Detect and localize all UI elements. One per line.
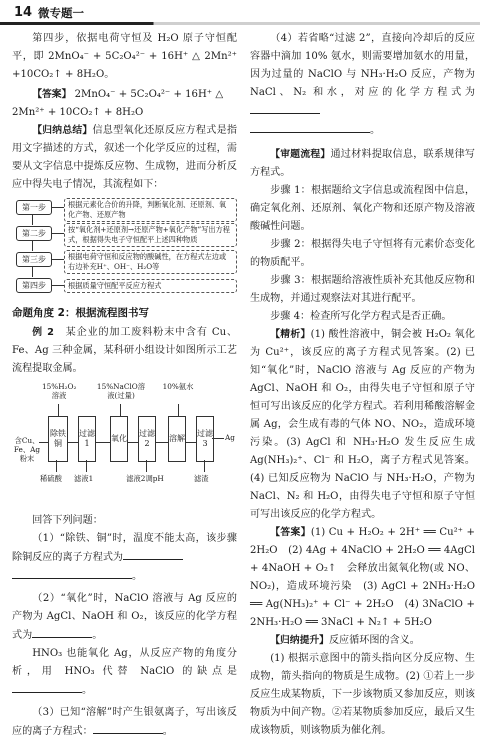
output-line: [212, 438, 224, 439]
page-title: 微专题一: [38, 6, 84, 20]
question-intro: 回答下列问题：: [32, 515, 103, 526]
question-4: （4）若省略“过滤 2”，直接向冷却后的反应容器中滴加 10% 氨水，则需要增加氨水的用量，因为过量的 NaClO 与 NH₃·H₂O 反应，产物为 NaCl、N₂ 和水，对应的化学方程式为: [250, 30, 475, 121]
answer-line-4: 。: [250, 121, 475, 140]
summary-tip: 【归纳提升】反应循环图的含义。: [270, 635, 420, 646]
question-2a: （2）“氧化”时，NaClO 溶液与 Ag 反应的产物为 AgCl、NaOH 和 O₂，该反应的化学方程式为 。: [12, 593, 237, 641]
feed-line: [178, 404, 179, 416]
review-flow: 【审题流程】通过材料提取信息，联系规律写方程式。: [250, 149, 476, 178]
summary-flowchart: [12, 198, 237, 298]
box-dissolve: 溶解: [168, 416, 186, 462]
bottom-acid: 稀硫酸: [40, 474, 62, 483]
example-2: 例 2 某企业的加工废料粉末中含有 Cu、Fe、Ag 三种金属，某科研小组设计如图所示工艺流程提取金属。: [12, 327, 237, 374]
answer-2: 【答案】(1) Cu + H₂O₂ + 2H⁺ ══ Cu²⁺ + 2H₂O (2) 4Ag + 4NaClO + 2H₂O ══ 4AgCl + 4NaOH + O₂↑ 会释放出氮氧化物(或 NO、NO₂)，造成环境污染 (3) AgCl + 2NH₃·H₂O ══ Ag(NH₃)₂⁺ + Cl⁻ + 2H₂O (4) 3NaClO + 2NH₃·H₂O ══ 3NaCl + N₂↑ + 5H₂O: [250, 527, 475, 628]
answer-1-cont: 2Mn²⁺ + 10CO₂↑ + 8H₂O: [12, 107, 144, 118]
flow-desc-4: 根据质量守恒配平反应方程式: [64, 279, 237, 293]
box-oxidize: 氧化: [110, 416, 128, 462]
flow-step-2: 第二步: [16, 226, 52, 241]
box-filter-2: 过滤2: [138, 416, 156, 462]
analysis: 【精析】(1) 酸性溶液中，铜会被 H₂O₂ 氧化为 Cu²⁺，该反应的离子方程式见答案。(2) 已知“氧化”时，NaClO 溶液与 Ag 反应的产物为 AgCl、NaOH 和 O₂，由得失电子守恒和原子守恒可写出该反应的化学方程式。若利用稀酸溶解金属 Ag，会生成有毒的气体 NO、NO₂，造成环境污染。(3) AgCl 和 NH₃·H₂O 发生反应生成 Ag(NH₃)₂⁺、Cl⁻ 和 H₂O，离子方程式见答案。(4) 已知反应物为 NaClO 与 NH₃·H₂O，产物为 NaCl、N₂ 和 H₂O，由得失电子守恒和原子守恒可写出该反应的化学方程式。: [250, 329, 476, 520]
flow-desc-3: 根据电荷守恒和反应物的酸碱性，在方程式左边或右边补充H⁺、OH⁻、H₂O等: [64, 250, 237, 274]
flow-step-1: 第一步: [16, 200, 52, 215]
box-filter-1: 过滤1: [78, 416, 96, 462]
question-1: （1）“除铁、铜”时，温度不能太高，该步骤除铜反应的离子方程式为: [12, 533, 237, 563]
review-step-2: 步骤 2：根据得失电子守恒将有元素价态变化的物质配平。: [250, 239, 475, 268]
answer-1: 【答案】 2MnO₄⁻ + 5C₂O₄²⁻ + 16H⁺ △: [32, 89, 224, 100]
summary-tip-body: (1) 根据示意图中的箭头指向区分反应物、生成物，箭头指向的物质是生成物。(2) ①若上一步反应生成某物质，下一步该物质又参加反应，则该物质为中间产物。②若某物质参加反应，最后又生成该物质，则该物质为催化剂。: [250, 653, 475, 736]
step4-text: 第四步，依据电荷守恒及 H₂O 原子守恒配平，即 2MnO₄⁻ + 5C₂O₄²⁻ + 16H⁺ △ 2Mn²⁺ +10CO₂↑ + 8H₂O。: [12, 33, 237, 80]
reagent-1: 15%H₂O₂溶液: [42, 382, 77, 400]
process-diagram: [12, 380, 237, 508]
page-header: [0, 0, 480, 26]
bottom-filtrate-1: 滤液1: [74, 474, 94, 483]
drain-line: [86, 460, 87, 472]
flow-desc-2: 按“氧化剂+还原剂→还原产物+氧化产物”写出方程式，根据得失电子守恒配平上述四种物质: [64, 223, 237, 247]
summary: 【归纳总结】信息型氧化还原反应方程式是指用文字描述的方式，叙述一个化学反应的过程，需要从文字信息中提炼反应物、生成物，进而分析反应中得失电子情况，其流程如下：: [12, 125, 238, 190]
reagent-3: 10%氨水: [162, 382, 194, 391]
drain-line: [146, 460, 147, 472]
bottom-filtrate-2: 滤液2调pH: [126, 474, 164, 483]
drain-line: [204, 460, 205, 472]
review-step-3: 步骤 3：根据题给溶液性质补充其他反应物和生成物，并通过观察法对其进行配平。: [250, 275, 475, 304]
review-step-4: 步骤 4：检查所写化学方程式是否正确。: [270, 311, 452, 322]
feed-line: [58, 404, 59, 416]
bottom-residue: 滤渣: [194, 474, 209, 483]
flow-connector: [52, 233, 64, 234]
box-remove-fe-cu: 除铁铜: [48, 416, 68, 462]
flow-connector: [52, 259, 64, 260]
flow-step-3: 第三步: [16, 252, 52, 267]
flow-step-4: 第四步: [16, 278, 52, 293]
flow-connector: [52, 285, 64, 286]
left-column: [12, 30, 237, 741]
question-2b: HNO₃ 也能氧化 Ag，从反应产物的角度分析，用 HNO₃ 代替 NaClO 的缺点是。: [12, 648, 237, 696]
answer-line-1: 。: [12, 567, 237, 586]
right-column: [250, 30, 475, 740]
feed-line: [120, 404, 121, 416]
flow-connector: [52, 207, 64, 208]
flow-desc-1: 根据元素化合价的升降，判断氧化剂、还原剂、氧化产物、还原产物: [64, 198, 237, 222]
question-3: （3）已知“溶解”时产生银氨离子，写出该反应的离子方程式： 。: [12, 707, 237, 737]
review-step-1: 步骤 1：根据题给文字信息或流程图中信息，确定氧化剂、还原剂、氧化产物和还原产物及溶液酸碱性问题。: [250, 185, 475, 232]
reagent-2: 15%NaClO溶液(过量): [96, 382, 146, 400]
input-powder: 含Cu、Fe、Ag粉末: [13, 436, 41, 463]
angle-title: 命题角度 2：根据流程图书写: [12, 307, 149, 319]
header-rule: [0, 22, 480, 25]
output-ag: Ag: [225, 433, 235, 442]
box-filter-3: 过滤3: [196, 416, 214, 462]
drain-line: [56, 460, 57, 472]
page-number: 14: [14, 5, 33, 20]
